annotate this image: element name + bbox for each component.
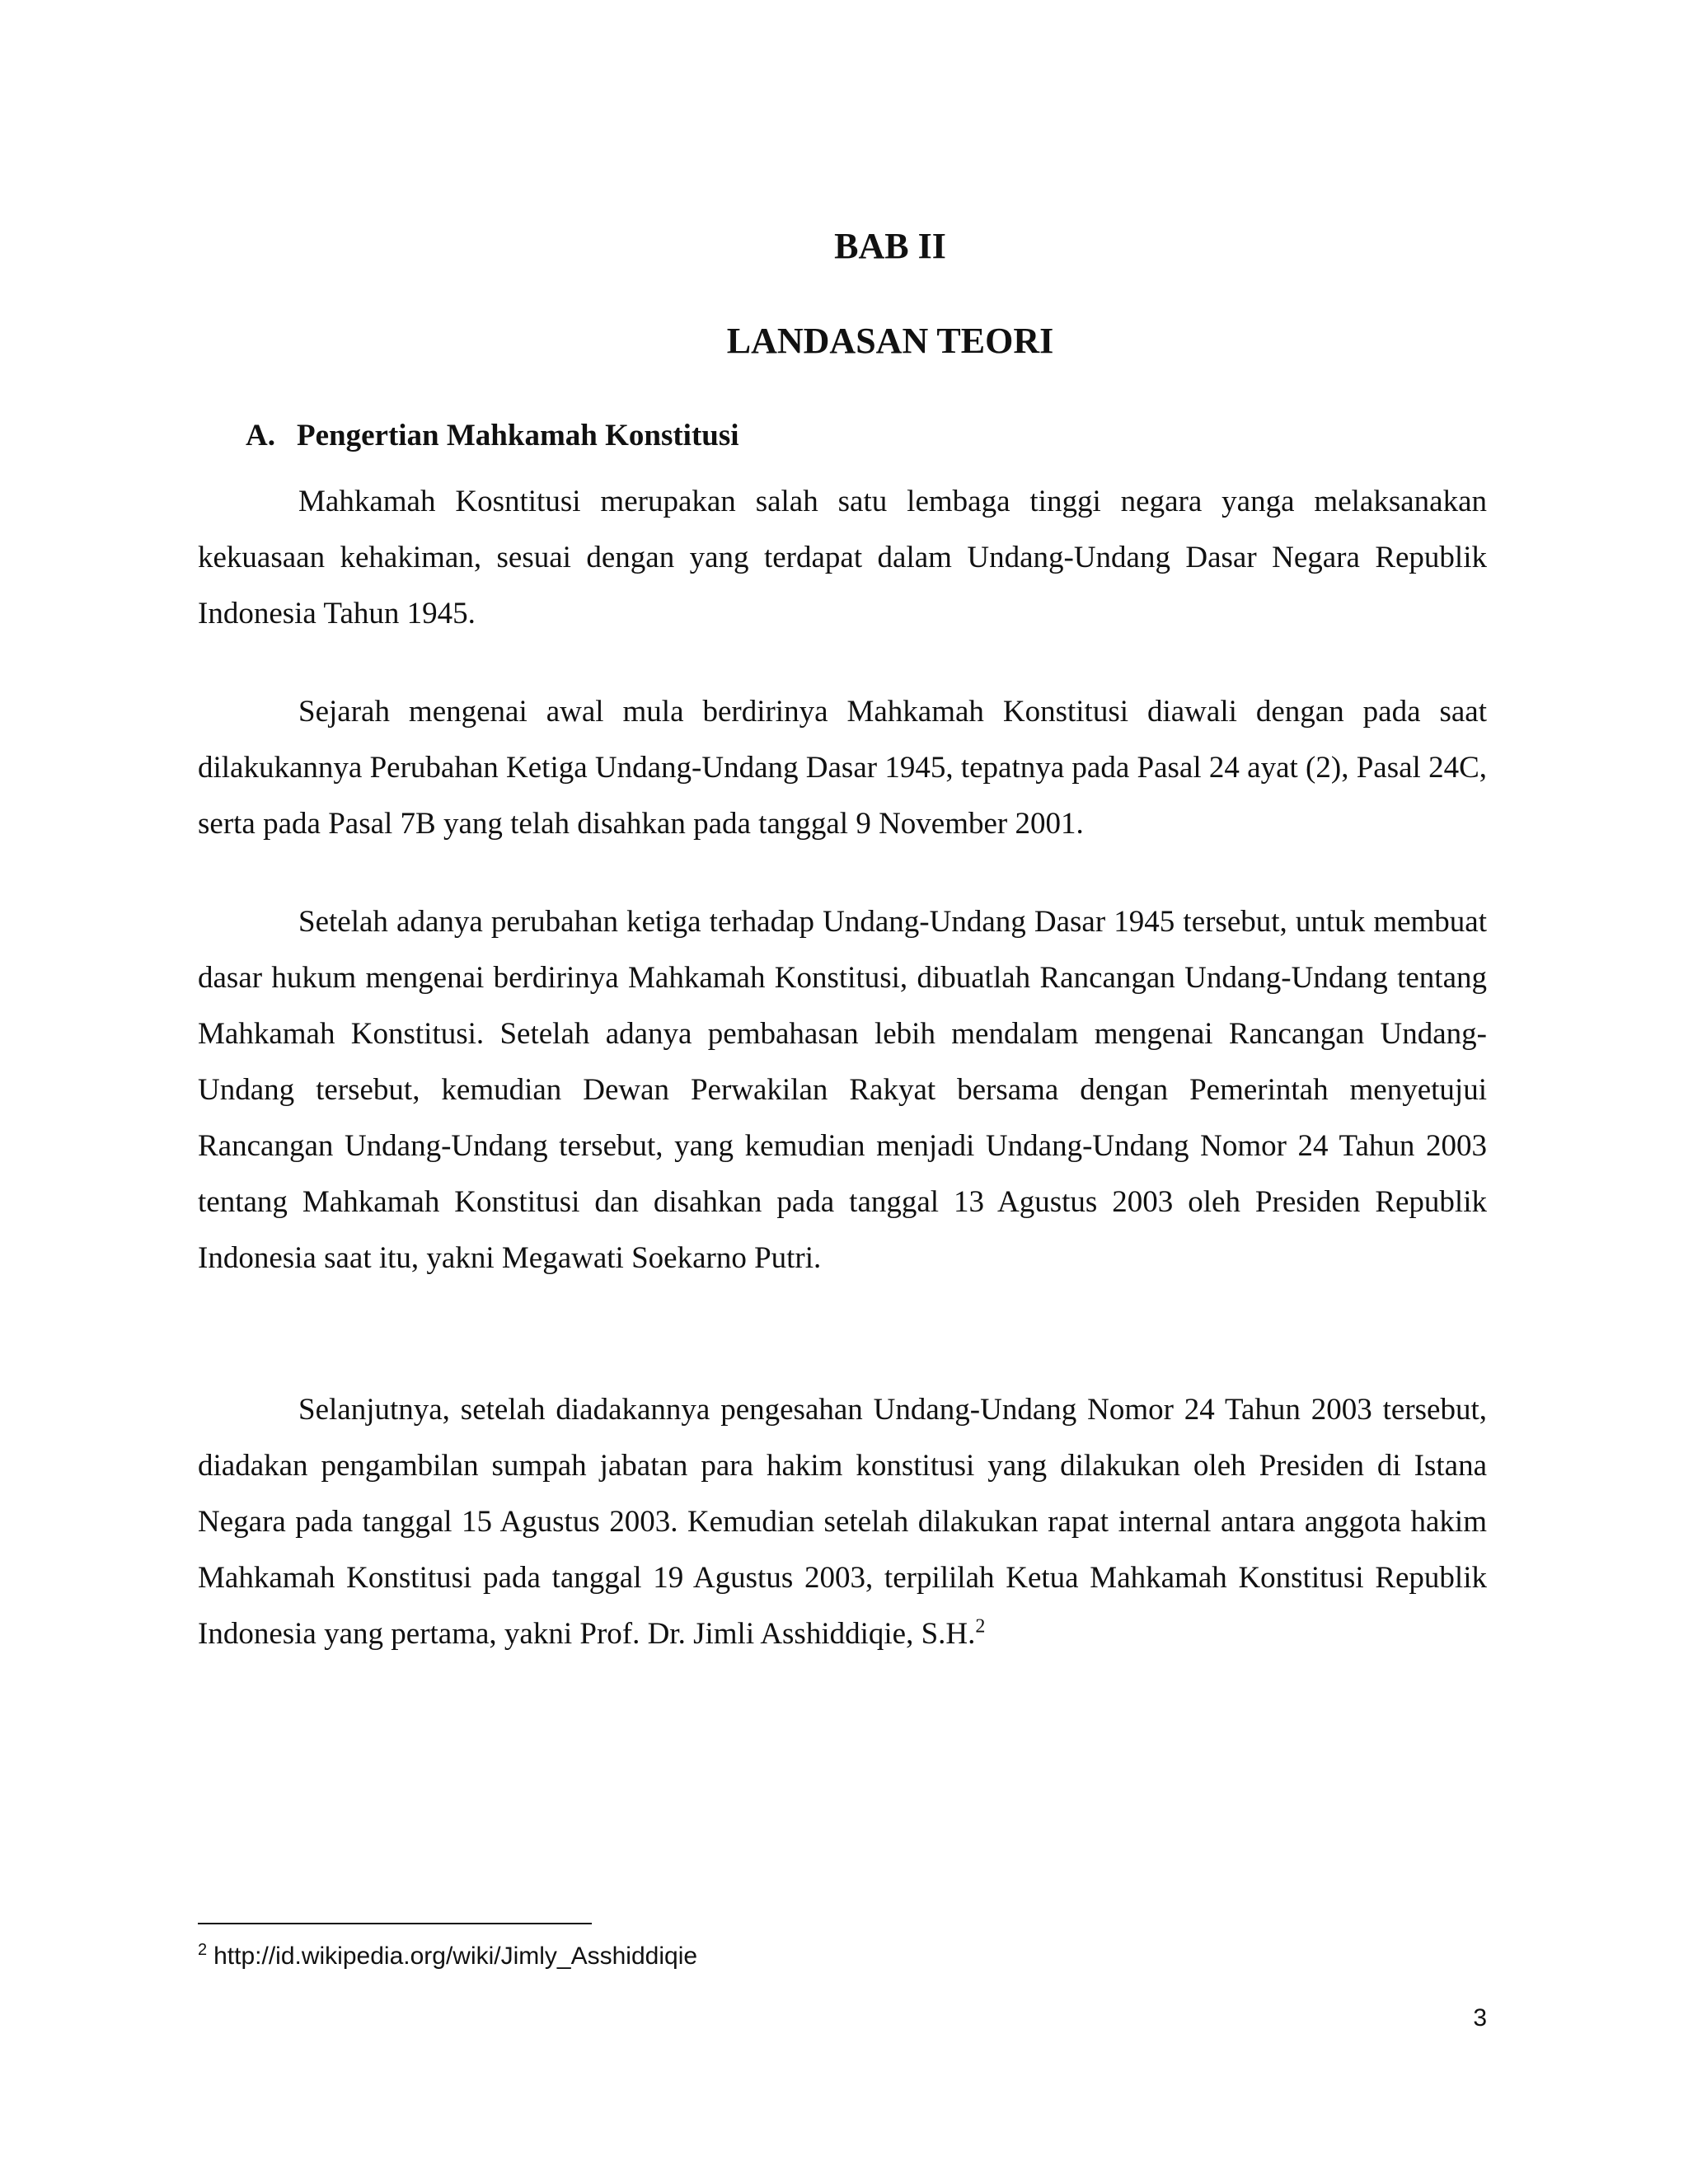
body-paragraph-4-text: Selanjutnya, setelah diadakannya pengesahan Undang-Undang Nomor 24 Tahun 2003 tersebut, diadakan pengambilan sumpah jabatan para hakim konstitusi yang dilakukan oleh Presiden di Istana Negara pada tanggal 15 Agustus 2003. Kemudian setelah dilakukan rapat internal antara anggota hakim Mahkamah Konstitusi pada tanggal 19 Agustus 2003, terpililah Ketua Mahkamah Konstitusi Republik Indonesia yang pertama, yakni Prof. Dr. Jimli Asshiddiqie, S.H. [198, 1393, 1487, 1651]
body-paragraph-4 [198, 1382, 1487, 1662]
body-paragraph-2: Sejarah mengenai awal mula berdirinya Mahkamah Konstitusi diawali dengan pada saat dilakukannya Perubahan Ketiga Undang-Undang Dasar 1945, tepatnya pada Pasal 24 ayat (2), Pasal 24C, serta pada Pasal 7B yang telah disahkan pada tanggal 9 November 2001. [198, 695, 1487, 841]
footnote-link[interactable]: http://id.wikipedia.org/wiki/Jimly_Asshiddiqie [213, 1943, 698, 1970]
page-number: 3 [1473, 2004, 1487, 2032]
body-paragraph-1: Mahkamah Kosntitusi merupakan salah satu lembaga tinggi negara yanga melaksanakan kekuasaan kehakiman, sesuai dengan yang terdapat dalam Undang-Undang Dasar Negara Republik Indonesia Tahun 1945. [198, 485, 1487, 630]
footnote-number: 2 [198, 1941, 208, 1959]
body-paragraph-3: Setelah adanya perubahan ketiga terhadap Undang-Undang Dasar 1945 tersebut, untuk membuat dasar hukum mengenai berdirinya Mahkamah Konstitusi, dibuatlah Rancangan Undang-Undang tentang Mahkamah Konstitusi. Setelah adanya pembahasan lebih mendalam mengenai Rancangan Undang-Undang tersebut, kemudian Dewan Perwakilan Rakyat bersama dengan Pemerintah menyetujui Rancangan Undang-Undang tersebut, yang kemudian menjadi Undang-Undang Nomor 24 Tahun 2003 tentang Mahkamah Konstitusi dan disahkan pada tanggal 13 Agustus 2003 oleh Presiden Republik Indonesia saat itu, yakni Megawati Soekarno Putri. [198, 905, 1487, 1275]
footnote-divider [198, 1923, 592, 1924]
footnote-reference[interactable]: 2 [975, 1615, 986, 1638]
chapter-title: LANDASAN TEORI [726, 320, 1054, 361]
section-heading [246, 417, 739, 455]
chapter-number: BAB II [834, 226, 946, 267]
section-title: Pengertian Mahkamah Konstitusi [297, 419, 739, 452]
footnote [198, 1940, 697, 1973]
section-letter: A. [246, 419, 275, 452]
